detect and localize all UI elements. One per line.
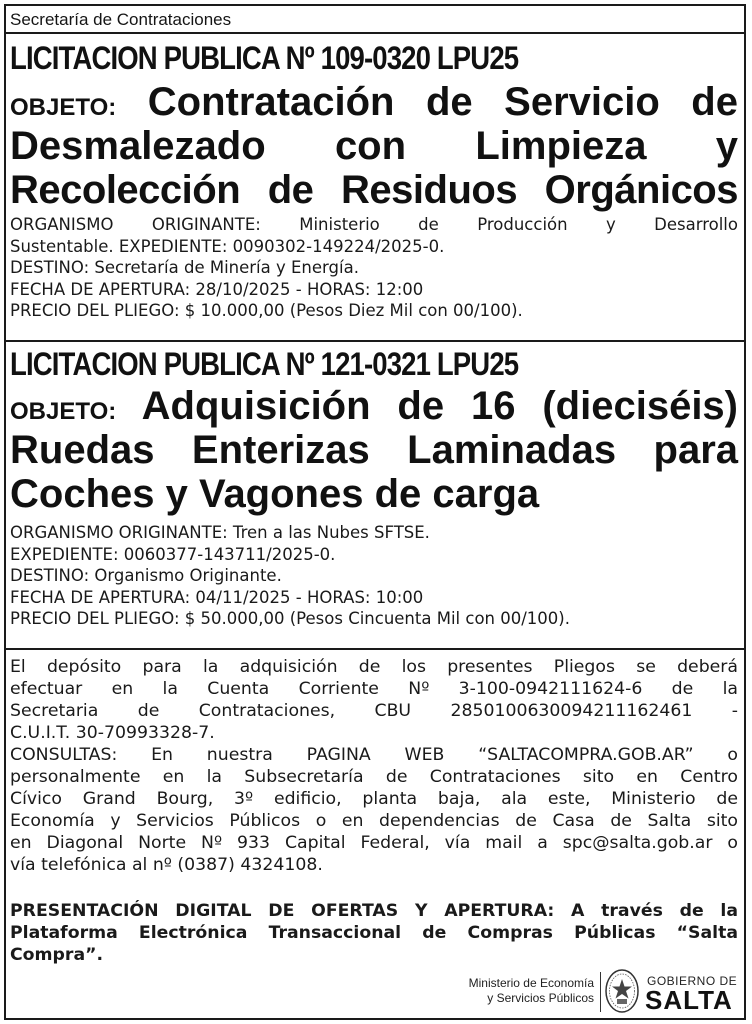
organismo-text: ORGANISMO ORIGINANTE: Ministerio de Producción y Desarrollo <box>10 215 738 234</box>
precio-pliego-text: PRECIO DEL PLIEGO: $ 10.000,00 (Pesos Diez Mil con 00/100). <box>10 301 523 320</box>
objeto-line: Coches y Vagones de carga <box>10 472 540 516</box>
licitacion-details <box>10 522 738 630</box>
deposito-line: C.U.I.T. 30-70993328-7. <box>10 723 215 743</box>
precio-pliego-text: PRECIO DEL PLIEGO: $ 50.000,00 (Pesos Cincuenta Mil con 00/100). <box>10 609 570 628</box>
consultas-line: en Diagonal Norte Nº 933 Capital Federal, vía mail a spc@salta.gob.ar o <box>10 833 738 853</box>
presentacion-line: PRESENTACIÓN DIGITAL DE OFERTAS Y APERTURA: A través de la <box>10 901 738 921</box>
deposito-line: El depósito para la adquisición de los presentes Pliegos se deberá <box>10 657 738 677</box>
presentacion-line: Compra”. <box>10 945 104 965</box>
header-title: Secretaría de Contrataciones <box>10 10 232 29</box>
licitacion-details <box>10 214 738 322</box>
objeto-block <box>10 384 738 516</box>
page-header <box>6 6 744 34</box>
objeto-label: OBJETO: <box>10 94 117 121</box>
objeto-line <box>10 80 738 124</box>
objeto-line: Ruedas Enterizas Laminadas para <box>10 428 738 472</box>
expediente-text: EXPEDIENTE: 0060377-143711/2025-0. <box>10 544 336 564</box>
consultas-line: vía telefónica al nº (0387) 4324108. <box>10 855 323 875</box>
general-info-section <box>6 650 744 1018</box>
destino-text: DESTINO: Organismo Originante. <box>10 566 282 585</box>
objeto-text: Contratación de Servicio de <box>147 80 738 124</box>
objeto-line: Recolección de Residuos Orgánicos <box>10 168 738 212</box>
licitacion-title: LICITACION PUBLICA Nº 121-0321 LPU25 <box>10 346 519 382</box>
consultas-line: CONSULTAS: En nuestra PAGINA WEB “SALTACOMPRA.GOB.AR” o <box>10 745 738 765</box>
destino-text: DESTINO: Secretaría de Minería y Energía. <box>10 258 359 277</box>
footer-divider <box>600 972 601 1012</box>
consultas-line: personalmente en la Subsecretaría de Contrataciones sito en Centro <box>10 767 738 787</box>
organismo-text: ORGANISMO ORIGINANTE: Tren a las Nubes SFTSE. <box>10 523 430 542</box>
ministry-line: y Servicios Públicos <box>487 991 594 1005</box>
fecha-apertura-text: FECHA DE APERTURA: 04/11/2025 - HORAS: 10:00 <box>10 587 424 607</box>
deposito-line: efectuar en la Cuenta Corriente Nº 3-100-0942111624-6 de la <box>10 679 738 699</box>
expediente-text: Sustentable. EXPEDIENTE: 0090302-149224/2025-0. <box>10 236 445 256</box>
notice-frame <box>4 4 746 1020</box>
presentacion-line: Plataforma Electrónica Transaccional de Compras Públicas “Salta <box>10 923 738 943</box>
ministry-line: Ministerio de Economía <box>468 976 594 990</box>
objeto-label: OBJETO: <box>10 398 117 425</box>
objeto-block <box>10 80 738 212</box>
objeto-line: Desmalezado con Limpieza y <box>10 124 738 168</box>
salta-logo-text: SALTA <box>645 985 733 1015</box>
salta-seal-icon <box>604 968 640 1014</box>
consultas-line: Economía y Servicios Públicos o en dependencias de Casa de Salta sito <box>10 811 738 831</box>
consultas-line: Cívico Grand Bourg, 3º edificio, planta baja, ala este, Ministerio de <box>10 789 738 809</box>
deposito-line: Secretaria de Contrataciones, CBU 2850100630094211162461 - <box>10 701 738 721</box>
licitacion-109-section <box>6 34 744 342</box>
ministry-name <box>444 976 594 1006</box>
licitacion-121-section <box>6 342 744 650</box>
objeto-text: Adquisición de 16 (dieciséis) <box>141 384 738 428</box>
objeto-line <box>10 384 738 428</box>
licitacion-title: LICITACION PUBLICA Nº 109-0320 LPU25 <box>10 40 519 76</box>
gobierno-label: GOBIERNO DE <box>647 974 738 988</box>
deposito-consultas-text <box>10 656 738 876</box>
fecha-apertura-text: FECHA DE APERTURA: 28/10/2025 - HORAS: 12:00 <box>10 279 424 299</box>
presentacion-text <box>10 900 738 966</box>
government-footer <box>444 966 744 1016</box>
